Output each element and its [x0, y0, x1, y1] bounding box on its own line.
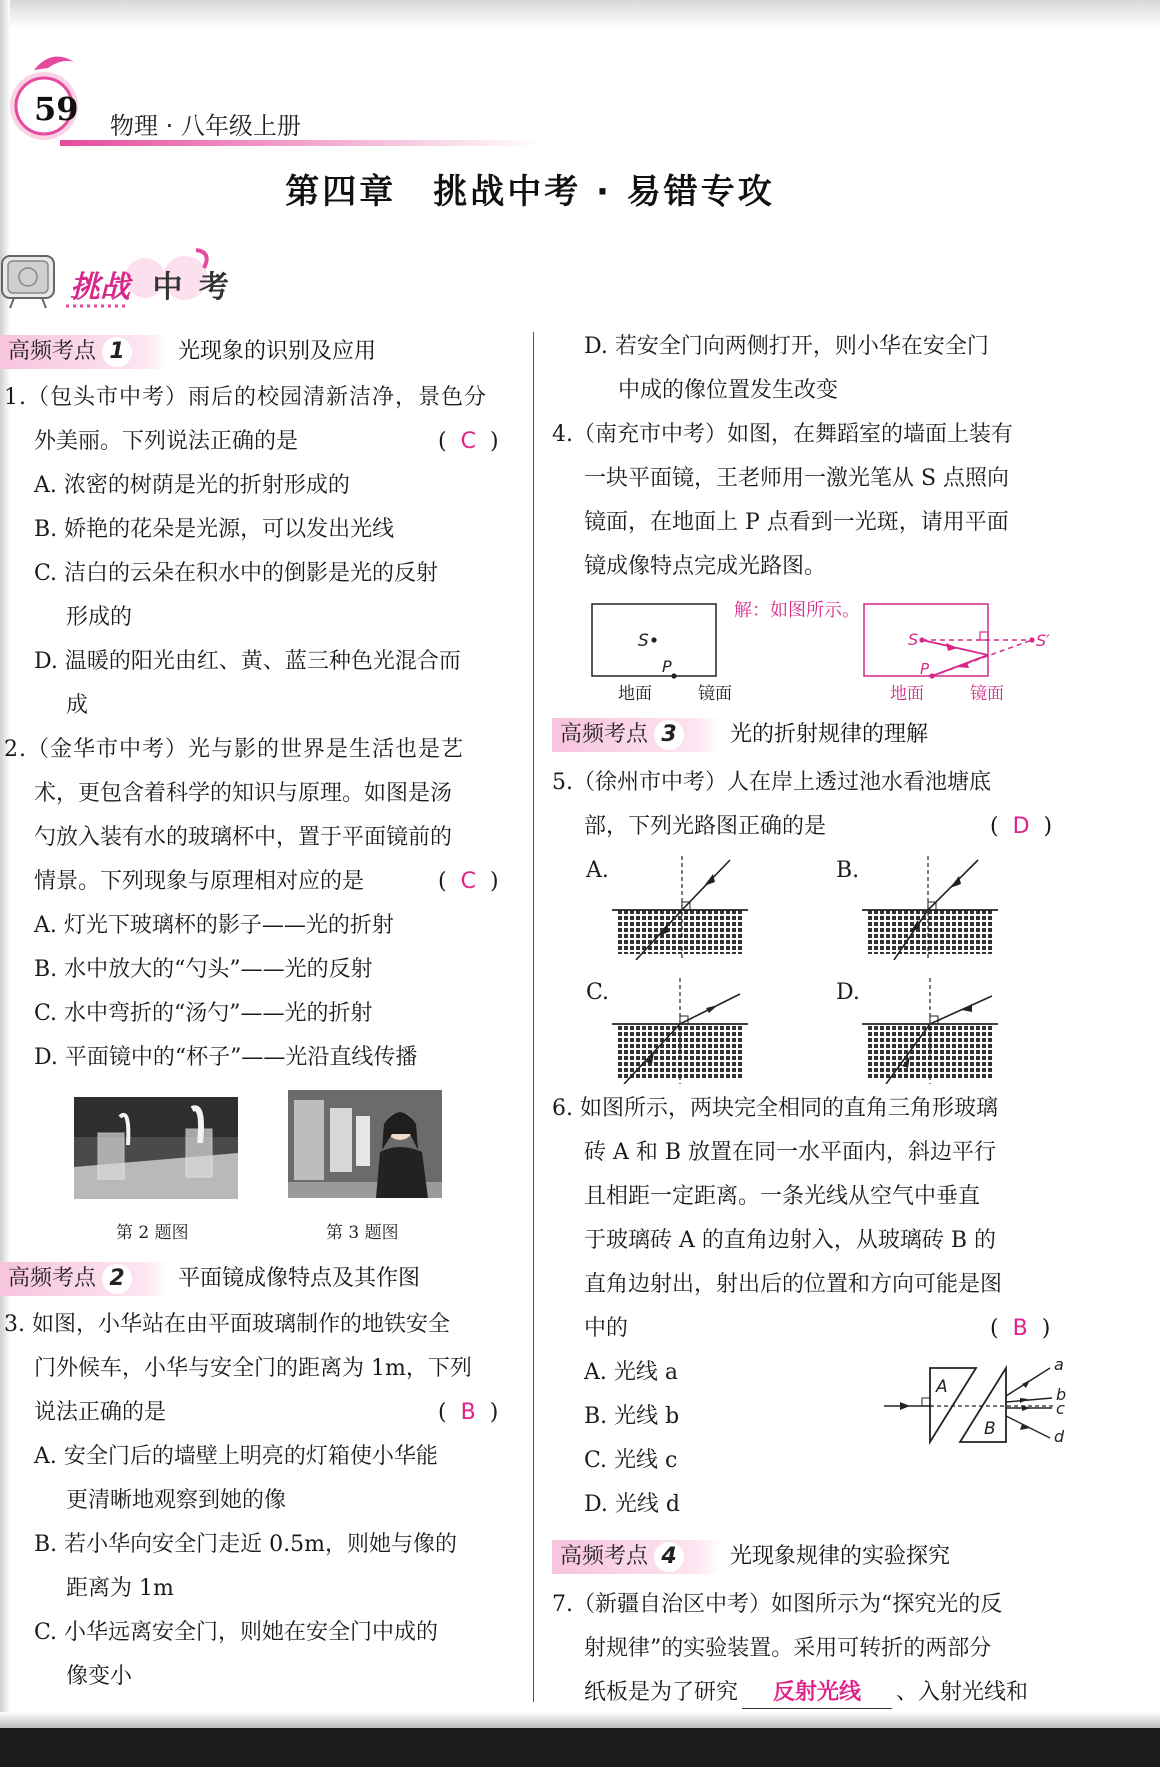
q6-option-c: C. 光线 c — [584, 1448, 678, 1473]
q1-answer: ( C ) — [438, 429, 499, 454]
q7-line1: 7.（新疆自治区中考）如图所示为“探究光的反 — [552, 1592, 1003, 1617]
q7-line3: 纸板是为了研究 反射光线 、入射光线和 — [584, 1678, 1028, 1709]
subway-girl-photo — [288, 1090, 442, 1198]
q3-option-a-cont: 更清晰地观察到她的像 — [66, 1488, 287, 1513]
q2-option-b: B. 水中放大的“勺头”——光的反射 — [34, 957, 373, 982]
page-top-shadow — [0, 0, 1160, 28]
header-rule — [60, 140, 540, 146]
chapter-title: 第四章 挑战中考 · 易错专攻 — [285, 172, 775, 212]
q3-option-a: A. 安全门后的墙壁上明亮的灯箱使小华能 — [34, 1444, 438, 1469]
q3-option-c-cont: 像变小 — [66, 1664, 133, 1689]
q6-option-a: A. 光线 a — [584, 1360, 678, 1385]
q2-option-a: A. 灯光下玻璃杯的影子——光的折射 — [34, 913, 394, 938]
section-tag: 高频考点 4 — [552, 1540, 720, 1574]
q5-line1: 5.（徐州市中考）人在岸上透过池水看池塘底 — [552, 770, 991, 795]
q5-label-d: D. — [836, 980, 860, 1005]
section-tag: 高频考点 3 — [552, 718, 720, 752]
fig2-caption: 第 2 题图 — [116, 1223, 189, 1243]
q4-line3: 镜面，在地面上 P 点看到一光斑，请用平面 — [584, 510, 1009, 535]
q6-answer: ( B ) — [990, 1316, 1051, 1341]
q6-label-a: a — [1054, 1358, 1064, 1374]
q4-line1: 4.（南充市中考）如图，在舞蹈室的墙面上装有 — [552, 422, 1013, 447]
q4-solution-label-mirror: 镜面 — [970, 684, 1004, 704]
q6-line5: 直角边射出，射出后的位置和方向可能是图 — [584, 1272, 1003, 1297]
q6-line3: 且相距一定距离。一条光线从空气中垂直 — [584, 1184, 981, 1209]
q4-line4: 镜成像特点完成光路图。 — [584, 554, 827, 579]
q6-line4: 于玻璃砖 A 的直角边射入，从玻璃砖 B 的 — [584, 1228, 997, 1253]
q3-line3: 说法正确的是 — [34, 1400, 167, 1425]
q3-option-d: D. 若安全门向两侧打开，则小华在安全门 — [584, 334, 989, 359]
page-number: 59 — [34, 90, 79, 128]
q4-solution-label-p: P — [920, 660, 930, 678]
q3-line1: 3. 如图，小华站在由平面玻璃制作的地铁安全 — [4, 1312, 450, 1337]
q6-label-prism-a: A — [936, 1377, 948, 1397]
q5-diagram-d — [862, 978, 998, 1084]
q5-diagram-b — [862, 856, 998, 960]
column-divider — [533, 332, 534, 1702]
q2-option-c: C. 水中弯折的“汤勺”——光的折射 — [34, 1001, 373, 1026]
q4-solution-text: 解：如图所示。 — [734, 600, 860, 621]
q6-prism-diagram — [880, 1358, 1076, 1452]
q7-line2: 射规律”的实验装置。采用可转折的两部分 — [584, 1636, 992, 1661]
q6-option-d: D. 光线 d — [584, 1492, 680, 1517]
section-tag: 高频考点 1 — [0, 335, 168, 369]
q4-label-p: P — [662, 657, 672, 676]
q6-line1: 6. 如图所示，两块完全相同的直角三角形玻璃 — [552, 1096, 998, 1121]
q3-option-d-cont: 中成的像位置发生改变 — [618, 378, 839, 403]
q6-label-c: c — [1056, 1399, 1065, 1418]
section-tag: 高频考点 2 — [0, 1262, 168, 1296]
q5-diagram-a — [612, 856, 748, 960]
q4-mirror-diagram — [586, 596, 1086, 708]
q3-option-b: B. 若小华向安全门走近 0.5m，则她与像的 — [34, 1532, 457, 1557]
section-header-4 — [552, 1540, 1112, 1574]
q1-option-a: A. 浓密的树荫是光的折射形成的 — [34, 473, 350, 498]
q1-option-c-cont: 形成的 — [66, 605, 133, 630]
banner-word-2: 中 — [152, 270, 183, 305]
q6-option-b: B. 光线 b — [584, 1404, 680, 1429]
challenge-banner — [70, 262, 229, 306]
q2-answer: ( C ) — [438, 869, 499, 894]
q6-label-prism-b: B — [984, 1419, 996, 1439]
q2-line4: 情景。下列现象与原理相对应的是 — [34, 869, 365, 894]
q2-option-d: D. 平面镜中的“杯子”——光沿直线传播 — [34, 1045, 418, 1070]
q5-label-b: B. — [836, 858, 860, 883]
q1-option-b: B. 娇艳的花朵是光源，可以发出光线 — [34, 517, 395, 542]
q6-label-b: b — [1056, 1385, 1067, 1404]
q3-option-b-cont: 距离为 1m — [66, 1576, 174, 1601]
q4-label-ground: 地面 — [618, 684, 652, 704]
section-header-1 — [0, 335, 520, 369]
q5-diagram-c — [612, 978, 748, 1084]
q6-label-d: d — [1054, 1427, 1065, 1446]
banner-word-3: 考 — [198, 270, 229, 305]
q2-line3: 勺放入装有水的玻璃杯中，置于平面镜前的 — [34, 825, 453, 850]
q4-solution-label-ground: 地面 — [890, 684, 924, 704]
glass-spoon-photo — [74, 1097, 238, 1199]
fig3-caption: 第 3 题图 — [326, 1223, 399, 1243]
q1-option-d-cont: 成 — [66, 693, 89, 718]
q6-line6: 中的 — [584, 1316, 629, 1341]
book-title: 物理 · 八年级上册 — [110, 112, 301, 140]
q7-blank-answer: 反射光线 — [742, 1678, 892, 1709]
q5-label-a: A. — [586, 858, 609, 883]
q1-line2: 外美丽。下列说法正确的是 — [34, 429, 299, 454]
q5-label-c: C. — [586, 980, 610, 1005]
q6-line2: 砖 A 和 B 放置在同一水平面内，斜边平行 — [584, 1140, 997, 1165]
section-title: 光的折射规律的理解 — [730, 722, 929, 747]
q1-option-c: C. 洁白的云朵在积水中的倒影是光的反射 — [34, 561, 439, 586]
section-title: 平面镜成像特点及其作图 — [178, 1266, 421, 1291]
q3-line2: 门外候车，小华与安全门的距离为 1m，下列 — [34, 1356, 472, 1381]
section-header-3 — [552, 718, 1112, 752]
q4-solution-label-s-prime: S′ — [1036, 631, 1050, 650]
q1-line1: 1.（包头市中考）雨后的校园清新洁净，景色分 — [4, 385, 487, 410]
section-title: 光现象规律的实验探究 — [730, 1544, 951, 1569]
q4-line2: 一块平面镜，王老师用一激光笔从 S 点照向 — [584, 466, 1010, 491]
section-title: 光现象的识别及应用 — [178, 339, 377, 364]
q1-option-d: D. 温暖的阳光由红、黄、蓝三种色光混合而 — [34, 649, 461, 674]
q2-line2: 术，更包含着科学的知识与原理。如图是汤 — [34, 781, 453, 806]
page-bottom-shadow — [0, 1712, 1160, 1728]
q4-label-mirror: 镜面 — [698, 684, 732, 704]
q4-solution-label-s: S — [908, 630, 919, 649]
q2-line1: 2.（金华市中考）光与影的世界是生活也是艺 — [4, 737, 464, 762]
banner-word-1: 挑战 — [70, 270, 130, 305]
q4-label-s: S — [638, 631, 649, 651]
q3-option-c: C. 小华远离安全门，则她在安全门中成的 — [34, 1620, 439, 1645]
q5-answer: ( D ) — [990, 814, 1053, 839]
section-header-2 — [0, 1262, 520, 1296]
q3-answer: ( B ) — [438, 1400, 499, 1425]
q5-line2: 部，下列光路图正确的是 — [584, 814, 827, 839]
